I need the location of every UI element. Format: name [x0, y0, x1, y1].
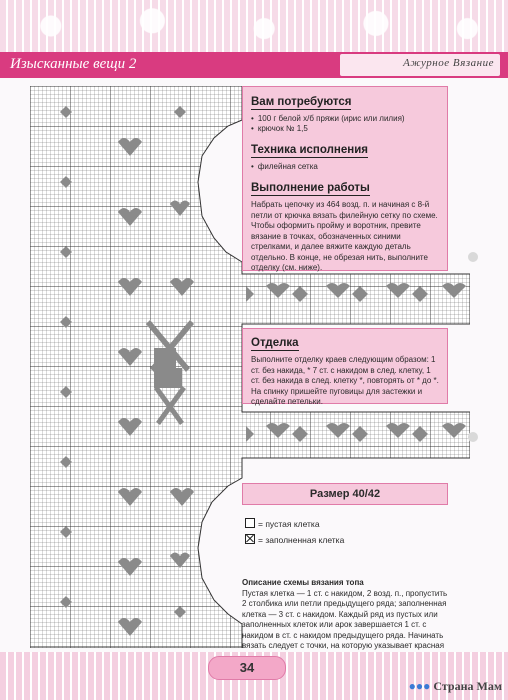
list-item: • крючок № 1,5	[251, 124, 439, 134]
materials-panel	[242, 86, 448, 271]
magazine-title: Ажурное Вязание	[403, 57, 494, 69]
finishing-heading: Отделка	[251, 337, 299, 349]
materials-list	[251, 114, 439, 134]
work-text: Набрать цепочку из 464 возд. п. и начиная с 8-й петли от крючка вязать филейную сетку по схеме. Чтобы оформить пройму и воротник, превите вязание в точках, обозначенных синими стрелками, и далее вяжите каждую деталь отдельно. В конце, не обрезая нить, выполните отделку (см. ниже).	[251, 200, 438, 272]
list-item: • 100 г белой х/б пряжи (ирис или лилия)	[251, 114, 439, 124]
finishing-panel	[242, 328, 448, 404]
size-badge: Размер 40/42	[242, 483, 448, 505]
materials-heading: Вам потребуются	[251, 96, 352, 108]
technique-heading: Техника исполнения	[251, 144, 368, 156]
technique-list	[251, 162, 439, 172]
chart-description	[242, 578, 448, 662]
filled-cell-icon	[245, 534, 255, 544]
page-number: 34	[208, 656, 286, 680]
finishing-text: Выполните отделку краев следующим образом: 1 ст. без накида, * 7 ст. с накидом в след. клетку, 1 ст. без накида в след. клетку *, повторять от * до *. На спинку пришейте пуговицы для застежки и сделайте петельки.	[251, 355, 439, 406]
binder-hole-icon	[468, 432, 478, 442]
section-title: Изысканные вещи 2	[10, 56, 137, 72]
header-bar	[0, 52, 508, 78]
legend-filled: = заполненная клетка	[245, 534, 344, 545]
decorative-lace-band	[0, 0, 508, 52]
binder-hole-icon	[468, 252, 478, 262]
description-title: Описание схемы вязания топа	[242, 578, 364, 587]
watermark: ●●● Страна Мам	[408, 679, 502, 693]
legend-empty: = пустая клетка	[245, 518, 320, 529]
empty-cell-icon	[245, 518, 255, 528]
description-text: Пустая клетка — 1 ст. с накидом, 2 возд. п., пропустить 2 столбика или петли предыдущего ряда; заполненная клетка — 3 ст. с накидом. Каждый ряд из пустых или заполненных клеток или арок завершается 1 ст. с накидом в ст. с накидом предыдущего ряда. Начинать вязать следует с точки, на которую указывает красная	[242, 588, 448, 650]
list-item: • филейная сетка	[251, 162, 439, 172]
work-heading: Выполнение работы	[251, 182, 370, 194]
